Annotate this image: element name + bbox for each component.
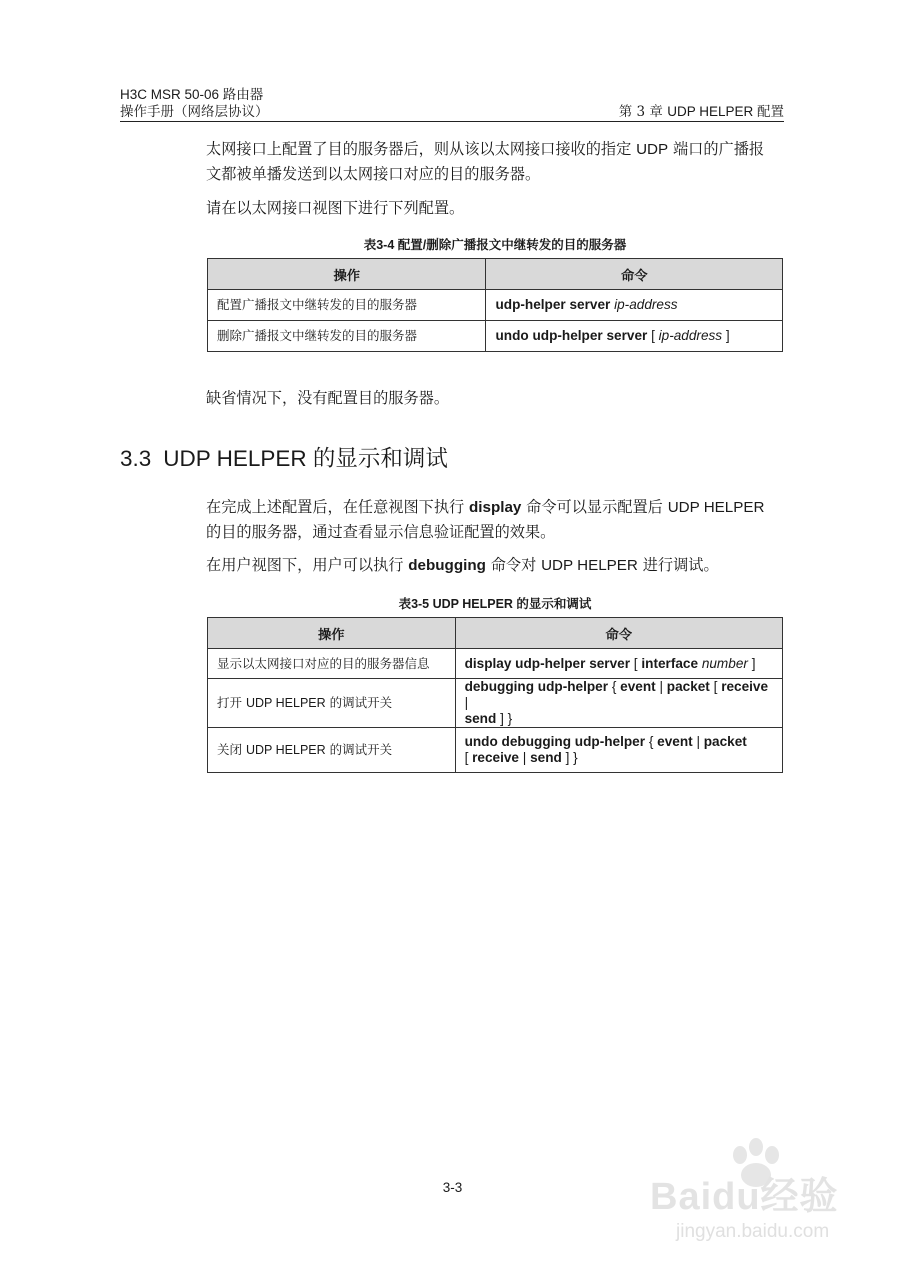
op-text: 的调试开关 xyxy=(325,695,393,710)
op-udp-helper: UDP HELPER xyxy=(245,743,326,757)
table-row xyxy=(208,321,783,352)
op-text: 的调试开关 xyxy=(325,742,393,757)
table2-row2-cmd xyxy=(455,679,782,728)
table-row xyxy=(208,679,783,728)
intro-text-line2: 文都被单播发送到以太网接口对应的目的服务器。 xyxy=(206,165,541,183)
cmd-bracket: ] xyxy=(500,711,504,726)
cmd-keyword: interface xyxy=(641,655,699,671)
table2 xyxy=(207,617,783,773)
cmd-bracket: ] xyxy=(725,328,730,343)
cmd-argument: number xyxy=(701,655,748,671)
page-number: 3-3 xyxy=(442,1180,463,1195)
header-rule xyxy=(120,121,784,122)
table1-row1-op: 配置广播报文中继转发的目的服务器 xyxy=(208,290,486,321)
table2-row3-cmd xyxy=(455,728,782,773)
cmd-keyword: packet xyxy=(666,679,710,694)
table2-header-row xyxy=(208,618,783,649)
cmd-argument: ip-address xyxy=(658,328,723,343)
cmd-separator: | xyxy=(464,695,469,710)
intro-udp: UDP xyxy=(636,141,669,158)
watermark-logo: Baidu经验 xyxy=(650,1176,839,1218)
section-number: 3.3 xyxy=(120,446,152,471)
cmd-keyword: event xyxy=(620,679,656,694)
watermark-url: jingyan.baidu.com xyxy=(676,1221,830,1242)
intro-paragraph-2: 请在以太网接口视图下进行下列配置。 xyxy=(206,199,465,217)
table-row xyxy=(208,649,783,679)
cmd-bracket: [ xyxy=(464,750,469,765)
cmd-argument: ip-address xyxy=(614,297,678,312)
cmd-brace: { xyxy=(648,734,654,749)
table1-caption: 表3-4 配置/删除广播报文中继转发的目的服务器 xyxy=(363,238,627,252)
intro-text-b: 端口的广播报 xyxy=(668,140,765,158)
cmd-brace: } xyxy=(507,711,513,726)
cmd-brace: { xyxy=(611,679,617,694)
op-udp-helper: UDP HELPER xyxy=(245,696,326,710)
cmd-bracket: ] xyxy=(751,655,756,671)
cmd-bracket: [ xyxy=(713,679,718,694)
header-manual: 操作手册（网络层协议） xyxy=(120,104,269,119)
table1-row1-cmd xyxy=(486,290,783,321)
section-heading xyxy=(120,441,448,473)
cmd-keyword: display udp-helper server xyxy=(464,655,631,671)
section-text-a: 在完成上述配置后，在任意视图下执行 xyxy=(206,498,470,516)
cmd-keyword: debugging udp-helper xyxy=(464,679,609,694)
cmd-bracket: ] xyxy=(565,750,570,765)
section-title: UDP HELPER 的显示和调试 xyxy=(163,446,448,471)
section-udp-helper: UDP HELPER xyxy=(667,499,765,516)
table1-header-row xyxy=(208,259,783,290)
baidu-watermark xyxy=(640,1135,890,1250)
table2-row2-op xyxy=(208,679,456,728)
table-row xyxy=(208,290,783,321)
header-product: H3C MSR 50-06 路由器 xyxy=(120,87,264,102)
section2-udp-helper: UDP HELPER xyxy=(541,557,638,574)
header-chapter-title: UDP HELPER 配置 xyxy=(667,104,784,119)
section2-text-b: 命令对 xyxy=(485,556,542,574)
cmd-bracket: [ xyxy=(633,655,638,671)
cmd-keyword: receive xyxy=(472,750,519,765)
section-paragraph-2 xyxy=(206,553,786,578)
table1-row2-cmd xyxy=(486,321,783,352)
section-text-b: 命令可以显示配置后 xyxy=(521,498,668,516)
op-text: 关闭 xyxy=(217,742,246,757)
table-row xyxy=(208,728,783,773)
cmd-keyword: udp-helper server xyxy=(495,297,611,312)
cmd-keyword: event xyxy=(657,734,693,749)
table2-header-op: 操作 xyxy=(208,618,456,649)
table2-caption: 表3-5 UDP HELPER 的显示和调试 xyxy=(398,597,592,611)
cmd-keyword: packet xyxy=(703,734,747,749)
running-header-right xyxy=(619,103,784,121)
intro-paragraph-1 xyxy=(206,137,786,186)
table2-row1-cmd xyxy=(455,649,782,679)
table1 xyxy=(207,258,783,352)
section2-text-c: 进行调试。 xyxy=(637,556,719,574)
command-debugging: debugging xyxy=(408,557,486,574)
section2-text-a: 在用户视图下，用户可以执行 xyxy=(206,556,409,574)
default-note: 缺省情况下，没有配置目的服务器。 xyxy=(206,389,449,407)
op-text: 打开 xyxy=(217,695,246,710)
table1-header-op: 操作 xyxy=(208,259,486,290)
intro-text-a: 太网接口上配置了目的服务器后，则从该以太网接口接收的指定 xyxy=(206,140,637,158)
command-display: display xyxy=(469,499,522,516)
header-chapter-prefix: 第 3 章 xyxy=(618,104,663,120)
cmd-separator: | xyxy=(696,734,700,749)
table2-row1-op: 显示以太网接口对应的目的服务器信息 xyxy=(208,649,456,679)
table1-header-cmd: 命令 xyxy=(486,259,783,290)
table2-header-cmd: 命令 xyxy=(455,618,782,649)
running-header-left xyxy=(120,86,269,120)
section-paragraph-1 xyxy=(206,495,786,544)
table2-row3-op xyxy=(208,728,456,773)
cmd-keyword: undo debugging udp-helper xyxy=(464,734,646,749)
cmd-keyword: send xyxy=(464,711,497,726)
cmd-keyword: undo udp-helper server xyxy=(495,328,648,343)
cmd-brace: } xyxy=(573,750,578,765)
cmd-bracket: [ xyxy=(651,328,655,343)
section-text-line2: 的目的服务器，通过查看显示信息验证配置的效果。 xyxy=(206,523,556,541)
table1-row2-op: 删除广播报文中继转发的目的服务器 xyxy=(208,321,486,352)
cmd-separator: | xyxy=(659,679,663,694)
cmd-keyword: send xyxy=(530,750,562,765)
cmd-separator: | xyxy=(522,750,527,765)
cmd-keyword: receive xyxy=(721,679,769,694)
